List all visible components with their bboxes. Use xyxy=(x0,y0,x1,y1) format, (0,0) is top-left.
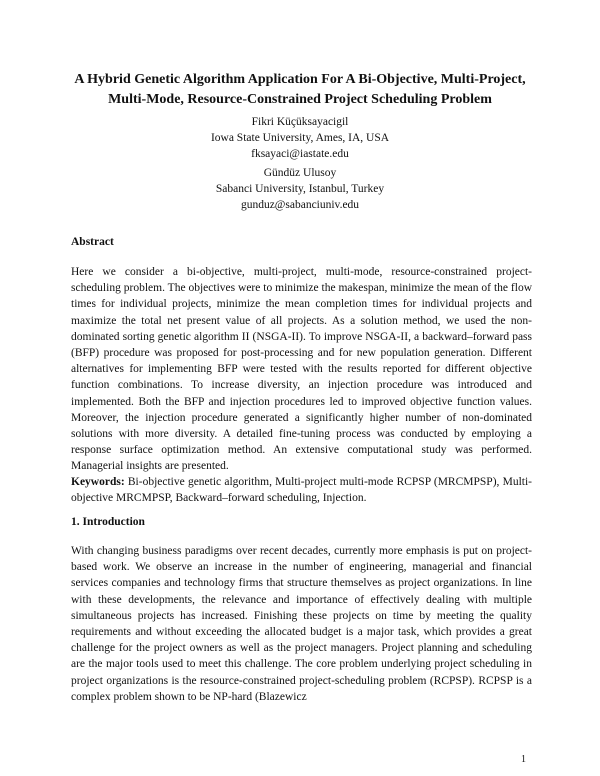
author-block-1 xyxy=(150,114,450,162)
author-affiliation: Iowa State University, Ames, IA, USA xyxy=(210,132,390,144)
keywords xyxy=(71,474,532,506)
keywords-label: Keywords: xyxy=(71,476,125,488)
author-name: Gündüz Ulusoy xyxy=(263,167,337,179)
introduction-text: With changing business paradigms over recent decades, currently more emphasis is put on project-based work. We observe an increase in the number of engineering, managerial and financial services companies and technology firms that structure themselves as project organizations. In line with these developments, the relevance and importance of effectively dealing with multiple simultaneous projects has increased. Finishing these projects on time by meeting the quality requirements and without exceeding the allocated budget is a major task, which provides a great challenge for the project owners as well as the project managers. Project planning and scheduling are the major tools used to meet this challenge. The core problem underlying project scheduling in project organizations is the resource-constrained project-scheduling problem (RCPSP). RCPSP is a complex problem shown to be NP-hard (Blazewicz xyxy=(71,545,532,703)
author-email: gunduz@sabanciuniv.edu xyxy=(240,199,360,211)
paper-title: A Hybrid Genetic Algorithm Application For A Bi-Objective, Multi-Project, Multi-Mode, Resource-Constrained Project Scheduling Problem xyxy=(74,72,526,107)
abstract-text: Here we consider a bi-objective, multi-project, multi-mode, resource-constrained project-scheduling problem. The objectives were to minimize the makespan, minimize the mean of the flow times for individual projects, minimize the mean completion times for individual projects and maximize the total net present value of all projects. As a solution method, we used the non-dominated sorting genetic algorithm II (NSGA-II). To improve NSGA-II, a backward–forward pass (BFP) procedure was proposed for post-processing and for new population generation. Different alternatives for implementing BFP were tested with the results reported for different objective function combinations. To increase diversity, an injection procedure was introduced and implemented. Both the BFP and injection procedures led to improved objective function values. Moreover, the injection procedure generated a significantly higher number of non-dominated solutions with more diversity. A detailed fine-tuning process was conducted by employing a response surface optimization method. An extensive computational study was performed. Managerial insights are presented. xyxy=(71,266,532,473)
section-heading-introduction: 1. Introduction xyxy=(71,516,145,528)
abstract-heading: Abstract xyxy=(71,236,114,248)
author-block-2 xyxy=(150,165,450,213)
author-email: fksayaci@iastate.edu xyxy=(251,148,349,160)
keywords-text: Bi-objective genetic algorithm, Multi-project multi-mode RCPSP (MRCMPSP), Multi-objective MRCMPSP, Backward–forward scheduling, Injection. xyxy=(71,476,532,505)
author-name: Fikri Küçüksayacigil xyxy=(251,116,349,128)
page-number: 1 xyxy=(521,754,526,765)
author-affiliation: Sabanci University, Istanbul, Turkey xyxy=(215,183,385,195)
